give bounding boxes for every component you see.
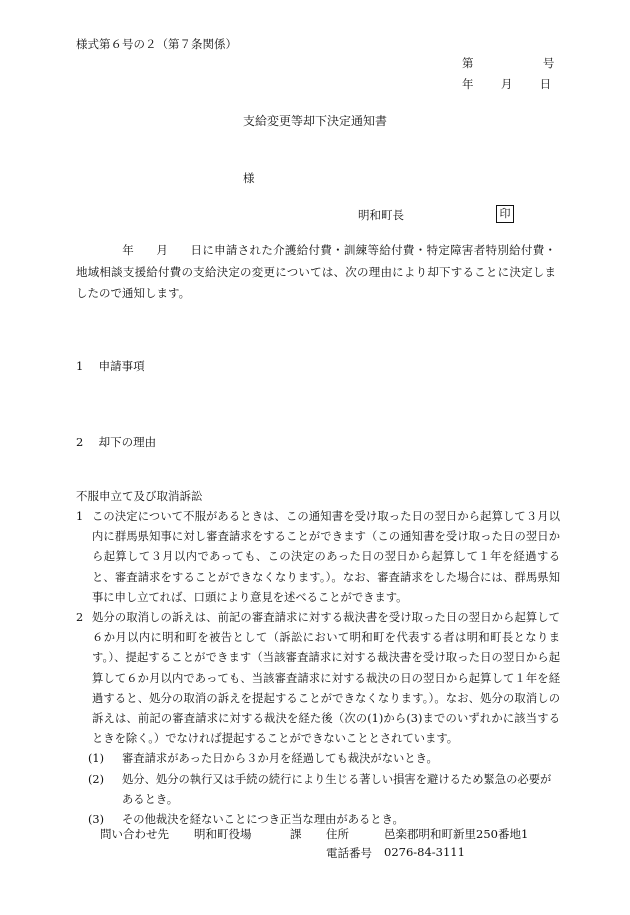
section-rejection-reason	[76, 434, 156, 450]
appeal-item-text: この決定について不服があるときは、この通知書を受け取った日の翌日から起算して３月以内に群馬県知事に対し審査請求をすることができます（この通知書を受け取った日の翌日から起算して３月以内であっても、この決定のあった日の翌日から起算して１年を経過すると、審査請求をすることができなくなります。）。なお、審査請求をした場合には、群馬県知事に申し立てれば、口頭により意見を述べることができます。	[92, 510, 560, 604]
appeal-item-number: 1	[76, 510, 84, 523]
date-month: 月	[500, 77, 513, 91]
document-number-suffix: 号	[542, 56, 555, 70]
appeal-item	[76, 608, 560, 749]
issuer-name: 明和町長	[358, 208, 404, 222]
form-number: 様式第６号の２（第７条関係）	[76, 37, 237, 51]
document-date	[462, 76, 551, 92]
appeal-section	[76, 507, 560, 830]
body-text: 日に申請された介護給付費・訓練等給付費・特定障害者特別給付費・地域相談支援給付費の支給決定の変更については、次の理由により却下することに決定しましたので通知します。	[76, 243, 557, 300]
contact-address: 邑楽郡明和町新里250番地1	[384, 827, 529, 841]
date-year: 年	[462, 77, 474, 91]
body-month: 月	[156, 243, 169, 257]
section-application-items	[76, 358, 145, 374]
section-label: 申請事項	[98, 359, 145, 373]
contact-phone: 0276-84-3111	[384, 845, 465, 859]
sub-item-number: (3)	[88, 813, 105, 827]
sub-item-number: (2)	[88, 772, 105, 786]
contact-label: 問い合わせ先	[100, 827, 169, 841]
contact-phone-label: 電話番号	[326, 846, 372, 860]
seal-mark: 印	[496, 205, 514, 223]
contact-division: 課	[290, 827, 302, 841]
document-number	[462, 55, 554, 71]
section-number: 1	[76, 359, 84, 373]
appeal-sub-item	[88, 749, 560, 769]
appeal-sub-item	[88, 810, 560, 830]
document-number-prefix: 第	[462, 56, 474, 70]
notice-body	[76, 240, 556, 305]
appeal-sub-item	[88, 770, 560, 810]
appeal-item	[76, 507, 560, 608]
sub-item-number: (1)	[88, 752, 105, 766]
body-year: 年	[122, 243, 135, 257]
contact-office: 明和町役場	[194, 827, 252, 841]
appeal-title: 不服申立て及び取消訴訟	[76, 489, 203, 503]
sub-item-text: その他裁決を経ないことにつき正当な理由があるとき。	[122, 813, 404, 827]
sub-item-text: 審査請求があった日から３か月を経過しても裁決がないとき。	[122, 752, 438, 766]
document-title: 支給変更等却下決定通知書	[242, 114, 387, 128]
contact-address-label: 住所	[326, 827, 349, 841]
section-label: 却下の理由	[98, 435, 157, 449]
appeal-item-number: 2	[76, 611, 84, 625]
appeal-item-text: 処分の取消しの訴えは、前記の審査請求に対する裁決書を受け取った日の翌日から起算して６か月以内に明和町を被告として（訴訟において明和町を代表する者は明和町長となります。）、提起することができます（当該審査請求に対する裁決書を受け取った日の翌日から起算して６か月以内であっても、当該審査請求に対する裁決の日の翌日から起算して１年を経過すると、処分の取消の訴えを提起することができなくなります。）。なお、処分の取消しの訴えは、前記の審査請求に対する裁決を経た後（次の(1)から(3)までのいずれかに該当するときを除く。）でなければ提起することができないこととされています。	[92, 611, 560, 746]
addressee-suffix: 様	[243, 171, 255, 185]
date-day: 日	[539, 77, 552, 91]
sub-item-text: 処分、処分の執行又は手続の続行により生じる著しい損害を避けるため緊急の必要があるとき。	[122, 772, 552, 806]
section-number: 2	[76, 435, 84, 449]
